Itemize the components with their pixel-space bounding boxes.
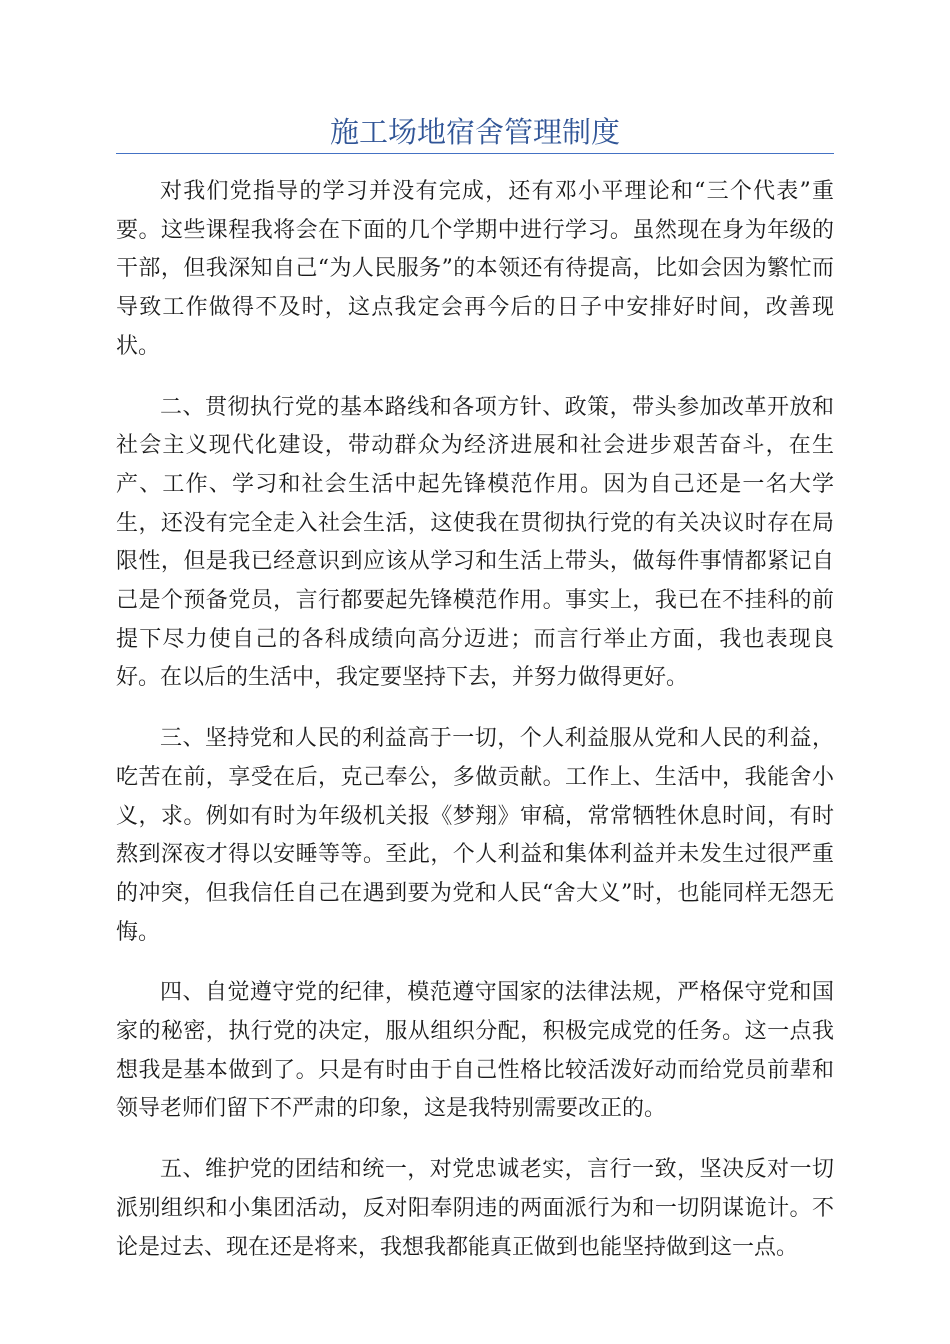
title-underline [116,153,834,154]
document-title: 施工场地宿舍管理制度 [329,115,620,149]
paragraph-2: 二、贯彻执行党的基本路线和各项方针、政策，带头参加改革开放和社会主义现代化建设，带动群众为经济进展和社会进步艰苦奋斗，在生产、工作、学习和社会生活中起先锋模范作用。因为自己还是一名大学生，还没有完全走入社会生活，这使我在贯彻执行党的有关决议时存在局限性，但是我已经意识到应该从学习和生活上带头，做每件事情都紧记自己是个预备党员，言行都要起先锋模范作用。事实上，我已在不挂科的前提下尽力使自己的各科成绩向高分迈进；而言行举止方面，我也表现良好。在以后的生活中，我定要坚持下去，并努力做得更好。 [116,394,834,691]
paragraph-5: 五、维护党的团结和统一，对党忠诚老实，言行一致，坚决反对一切派别组织和小集团活动，反对阳奉阴违的两面派行为和一切阴谋诡计。不论是过去、现在还是将来，我想我都能真正做到也能坚持做到这一点。 [116,1157,834,1260]
document-body [116,173,834,1289]
paragraph-1: 对我们党指导的学习并没有完成，还有邓小平理论和“三个代表”重要。这些课程我将会在下面的几个学期中进行学习。虽然现在身为年级的干部，但我深知自己“为人民服务”的本领还有待提高，比如会因为繁忙而导致工作做得不及时，这点我定会再今后的日子中安排好时间，改善现状。 [116,179,834,359]
paragraph-4: 四、自觉遵守党的纪律，模范遵守国家的法律法规，严格保守党和国家的秘密，执行党的决定，服从组织分配，积极完成党的任务。这一点我想我是基本做到了。只是有时由于自己性格比较活泼好动而给党员前辈和领导老师们留下不严肃的印象，这是我特别需要改正的。 [116,980,834,1122]
paragraph-3: 三、坚持党和人民的利益高于一切，个人利益服从党和人民的利益，吃苦在前，享受在后，克己奉公，多做贡献。工作上、生活中，我能舍小义，求。例如有时为年级机关报《梦翔》审稿，常常牺牲休息时间，有时熬到深夜才得以安睡等等。至此，个人利益和集体利益并未发生过很严重的冲突，但我信任自己在遇到要为党和人民“舍大义”时，也能同样无怨无悔。 [116,726,834,945]
